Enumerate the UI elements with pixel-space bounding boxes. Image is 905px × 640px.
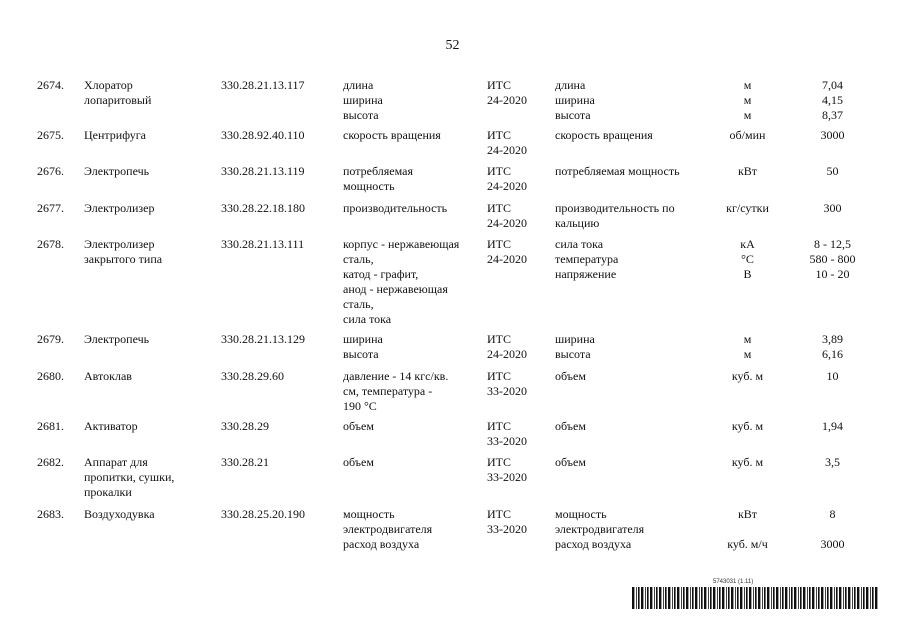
cell-line	[705, 522, 790, 537]
cell-itc	[487, 507, 547, 537]
cell-line: 3,5	[825, 455, 840, 469]
cell-line: ИТС	[487, 419, 511, 433]
cell-line: В	[743, 267, 752, 281]
cell-line: ИТС	[487, 78, 511, 92]
cell-line: потребляемая мощность	[555, 164, 680, 178]
cell-val	[790, 419, 875, 434]
cell-line: объем	[555, 369, 586, 383]
cell-line: м	[743, 108, 752, 122]
cell-line: ИТС	[487, 332, 511, 346]
cell-name	[84, 369, 204, 384]
cell-unit	[705, 507, 790, 552]
cell-line: анод - нержавеющая	[343, 282, 448, 296]
cell-line: ширина	[555, 93, 595, 107]
cell-line: 1,94	[822, 419, 843, 433]
cell-line: 24-2020	[487, 179, 527, 193]
cell-line: Активатор	[84, 419, 138, 433]
cell-line: ИТС	[487, 128, 511, 142]
cell-line: производительность	[343, 201, 448, 215]
cell-line: 24-2020	[487, 347, 527, 361]
cell-spec	[343, 237, 478, 327]
cell-val	[790, 332, 875, 362]
cell-name	[84, 128, 204, 143]
cell-unit	[705, 164, 790, 179]
cell-line: Аппарат для	[84, 455, 148, 469]
cell-line: см, температура -	[343, 384, 433, 398]
cell-val	[790, 78, 875, 123]
cell-num: 2678.	[37, 237, 64, 251]
cell-name	[84, 332, 204, 347]
cell-param	[555, 237, 705, 282]
cell-line: объем	[555, 419, 586, 433]
cell-num: 2676.	[37, 164, 64, 178]
cell-spec	[343, 164, 478, 194]
cell-line: ИТС	[487, 201, 511, 215]
cell-line: 6,16	[822, 347, 843, 361]
cell-line: 24-2020	[487, 216, 527, 230]
cell-line: ширина	[343, 93, 383, 107]
cell-val	[790, 164, 875, 179]
cell-line: 580 - 800	[809, 252, 856, 266]
cell-line: ИТС	[487, 369, 511, 383]
cell-line: Электролизер	[84, 201, 155, 215]
cell-unit	[705, 78, 790, 123]
cell-unit	[705, 237, 790, 282]
cell-line: высота	[343, 347, 379, 361]
cell-val	[790, 128, 875, 143]
cell-num: 2675.	[37, 128, 64, 142]
cell-line: производительность по	[555, 201, 675, 215]
cell-line: ИТС	[487, 237, 511, 251]
cell-line	[790, 522, 875, 537]
cell-line: мощность	[343, 179, 395, 193]
cell-line: 190 °С	[343, 399, 377, 413]
cell-spec	[343, 419, 478, 434]
cell-line: кА	[740, 237, 755, 251]
barcode-label: 5743031 (1.11)	[713, 579, 754, 585]
cell-name	[84, 419, 204, 434]
cell-code: 330.28.29	[221, 419, 269, 433]
cell-line: м	[743, 78, 752, 92]
cell-line: м	[743, 347, 752, 361]
cell-line: потребляемая	[343, 164, 413, 178]
cell-line: прокалки	[84, 485, 132, 499]
cell-line: мощность	[343, 507, 395, 521]
cell-name	[84, 237, 204, 267]
cell-unit	[705, 201, 790, 216]
cell-param	[555, 332, 705, 362]
cell-line: длина	[343, 78, 374, 92]
cell-line: объем	[555, 455, 586, 469]
cell-line: Электролизер	[84, 237, 155, 251]
cell-line: 3,89	[822, 332, 843, 346]
cell-code: 330.28.21.13.111	[221, 237, 305, 251]
cell-line: 24-2020	[487, 252, 527, 266]
cell-param	[555, 369, 705, 384]
cell-line: ширина	[343, 332, 383, 346]
cell-num: 2679.	[37, 332, 64, 346]
cell-line: 10 - 20	[815, 267, 850, 281]
cell-line: закрытого типа	[84, 252, 163, 266]
cell-line: 7,04	[822, 78, 843, 92]
cell-line: объем	[343, 455, 374, 469]
cell-line: сталь,	[343, 297, 374, 311]
cell-param	[555, 419, 705, 434]
cell-num: 2681.	[37, 419, 64, 433]
cell-unit	[705, 369, 790, 384]
cell-unit	[705, 419, 790, 434]
cell-line: высота	[343, 108, 379, 122]
cell-line: Электропечь	[84, 332, 150, 346]
cell-itc	[487, 201, 547, 231]
cell-num: 2680.	[37, 369, 64, 383]
cell-itc	[487, 332, 547, 362]
cell-unit	[705, 332, 790, 362]
cell-num: 2674.	[37, 78, 64, 92]
cell-spec	[343, 78, 478, 123]
cell-val	[790, 237, 875, 282]
cell-line: м	[743, 332, 752, 346]
cell-unit	[705, 455, 790, 470]
page-number: 52	[445, 38, 460, 53]
cell-line: катод - графит,	[343, 267, 419, 281]
cell-line: Воздуходувка	[84, 507, 155, 521]
cell-line: Хлоратор	[84, 78, 133, 92]
cell-itc	[487, 128, 547, 158]
cell-line: сталь,	[343, 252, 374, 266]
cell-unit	[705, 128, 790, 143]
cell-num: 2682.	[37, 455, 64, 469]
cell-line: 8,37	[822, 108, 843, 122]
cell-spec	[343, 455, 478, 470]
cell-line: лопаритовый	[84, 93, 152, 107]
cell-line: объем	[343, 419, 374, 433]
cell-code: 330.28.21.13.117	[221, 78, 305, 92]
cell-line: 10	[826, 369, 839, 383]
cell-itc	[487, 78, 547, 108]
cell-line: ИТС	[487, 164, 511, 178]
cell-line: 33-2020	[487, 434, 527, 448]
cell-line: электродвигателя	[555, 522, 645, 536]
cell-val	[790, 507, 875, 552]
cell-line: пропитки, сушки,	[84, 470, 175, 484]
cell-line: кг/сутки	[726, 201, 769, 215]
cell-line: сила тока	[555, 237, 604, 251]
cell-line: куб. м	[731, 419, 764, 433]
cell-line: напряжение	[555, 267, 617, 281]
cell-line: кВт	[737, 507, 758, 521]
cell-line: длина	[555, 78, 586, 92]
barcode-image	[632, 587, 878, 609]
cell-line: высота	[555, 347, 591, 361]
cell-line: 33-2020	[487, 384, 527, 398]
cell-code: 330.28.22.18.180	[221, 201, 305, 215]
cell-line: ИТС	[487, 507, 511, 521]
cell-code: 330.28.29.60	[221, 369, 284, 383]
cell-code: 330.28.21	[221, 455, 269, 469]
cell-spec	[343, 369, 478, 414]
cell-line: скорость вращения	[343, 128, 441, 142]
cell-line: 33-2020	[487, 470, 527, 484]
cell-line: температура	[555, 252, 619, 266]
cell-param	[555, 78, 705, 123]
cell-line: 33-2020	[487, 522, 527, 536]
cell-line: куб. м	[731, 455, 764, 469]
cell-name	[84, 164, 204, 179]
cell-line: Автоклав	[84, 369, 132, 383]
cell-spec	[343, 128, 478, 143]
cell-line: об/мин	[729, 128, 766, 142]
cell-line: скорость вращения	[555, 128, 653, 142]
cell-name	[84, 507, 204, 522]
cell-line: 24-2020	[487, 143, 527, 157]
cell-code: 330.28.21.13.119	[221, 164, 305, 178]
cell-line: Центрифуга	[84, 128, 146, 142]
cell-line: 8	[829, 507, 836, 521]
cell-code: 330.28.21.13.129	[221, 332, 305, 346]
cell-val	[790, 369, 875, 384]
cell-itc	[487, 419, 547, 449]
cell-line: давление - 14 кгс/кв.	[343, 369, 449, 383]
cell-line: 4,15	[822, 93, 843, 107]
cell-line: кВт	[737, 164, 758, 178]
cell-num: 2683.	[37, 507, 64, 521]
cell-line: 24-2020	[487, 93, 527, 107]
cell-line: электродвигателя	[343, 522, 433, 536]
cell-itc	[487, 369, 547, 399]
cell-line: 8 - 12,5	[814, 237, 851, 251]
cell-code: 330.28.25.20.190	[221, 507, 305, 521]
cell-itc	[487, 455, 547, 485]
cell-line: расход воздуха	[555, 537, 632, 551]
cell-line: расход воздуха	[343, 537, 420, 551]
cell-param	[555, 128, 705, 143]
cell-code: 330.28.92.40.110	[221, 128, 305, 142]
cell-line: °С	[741, 252, 754, 266]
cell-line: 3000	[820, 537, 845, 551]
cell-name	[84, 78, 204, 108]
cell-num: 2677.	[37, 201, 64, 215]
cell-line: ИТС	[487, 455, 511, 469]
cell-line: 300	[823, 201, 842, 215]
cell-itc	[487, 237, 547, 267]
cell-itc	[487, 164, 547, 194]
cell-spec	[343, 201, 478, 216]
cell-line: 3000	[820, 128, 845, 142]
cell-param	[555, 164, 705, 179]
cell-val	[790, 201, 875, 216]
cell-param	[555, 507, 705, 552]
cell-param	[555, 201, 705, 231]
cell-name	[84, 455, 204, 500]
cell-spec	[343, 332, 478, 362]
cell-line: Электропечь	[84, 164, 150, 178]
cell-line: кальцию	[555, 216, 600, 230]
cell-line: высота	[555, 108, 591, 122]
cell-line: ширина	[555, 332, 595, 346]
cell-line: мощность	[555, 507, 607, 521]
cell-name	[84, 201, 204, 216]
cell-line: м	[743, 93, 752, 107]
cell-line: куб. м	[731, 369, 764, 383]
cell-spec	[343, 507, 478, 552]
cell-line: корпус - нержавеющая	[343, 237, 460, 251]
cell-val	[790, 455, 875, 470]
cell-line: куб. м/ч	[727, 537, 768, 551]
cell-line: 50	[826, 164, 839, 178]
cell-line: сила тока	[343, 312, 392, 326]
cell-param	[555, 455, 705, 470]
